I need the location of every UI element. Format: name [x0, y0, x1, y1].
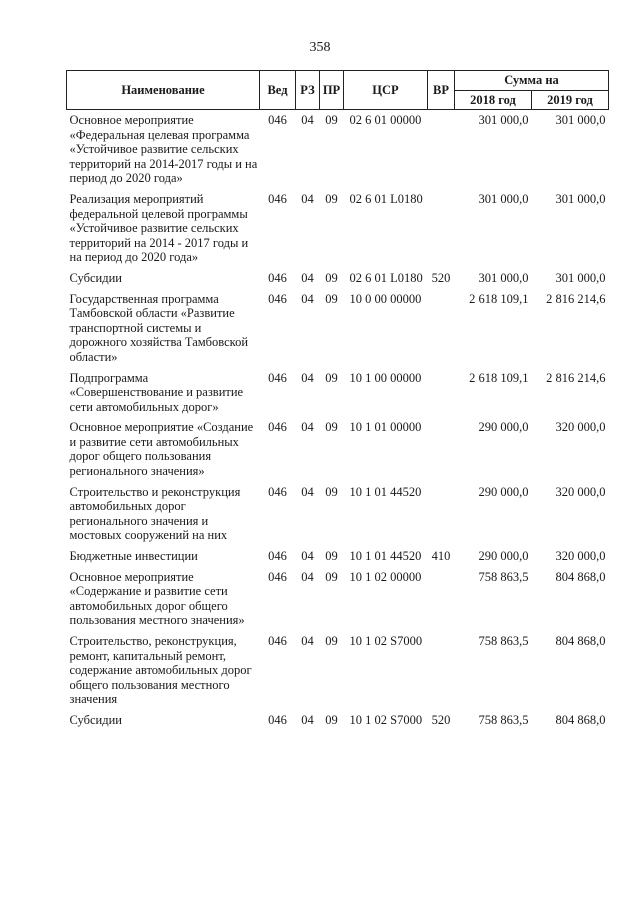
row-amount-2019: 320 000,0 [555, 420, 606, 435]
row-ved: 046 [268, 634, 287, 648]
row-vr [428, 368, 455, 418]
row-ved: 046 [268, 420, 287, 435]
row-rz: 04 [301, 712, 314, 727]
table-row [67, 368, 609, 418]
table-row [67, 546, 609, 567]
row-vr [428, 567, 455, 631]
row-name: Подпрограмма «Совершенствование и развитие сети автомобильных дорог» [69, 370, 244, 414]
row-csr: 10 1 01 44520 [349, 484, 422, 499]
row-csr: 10 1 01 00000 [349, 420, 422, 435]
row-name: Субсидии [69, 270, 122, 285]
row-amount-2019: 804 868,0 [555, 569, 606, 584]
table-row [67, 289, 609, 368]
table-row [67, 110, 609, 189]
row-pr: 09 [325, 113, 338, 127]
row-amount-2019: 320 000,0 [555, 549, 606, 564]
row-rz: 04 [301, 270, 314, 285]
row-pr: 09 [325, 549, 338, 564]
table-row [67, 710, 609, 731]
row-name: Реализация мероприятий федеральной целевой программы «Устойчивое развитие сельских территорий на 2014 - 2017 годы и на период до 2020 года» [69, 191, 249, 265]
row-rz: 04 [301, 370, 314, 385]
row-csr: 02 6 01 L0180 [349, 191, 423, 206]
table-row [67, 482, 609, 546]
row-name: Субсидии [69, 712, 122, 727]
row-csr: 10 0 00 00000 [349, 291, 422, 306]
row-csr: 02 6 01 L0180 [349, 270, 423, 285]
row-ved: 046 [268, 270, 287, 285]
row-pr: 09 [325, 712, 338, 727]
row-pr: 09 [325, 634, 338, 648]
table-body [67, 110, 609, 731]
row-vr: 520 [431, 270, 451, 285]
header-sum-on: Сумма на [455, 71, 609, 91]
row-rz: 04 [301, 569, 314, 584]
row-csr: 10 1 02 00000 [349, 569, 422, 584]
row-vr [428, 110, 455, 189]
row-pr: 09 [325, 291, 338, 306]
row-amount-2018: 301 000,0 [478, 191, 529, 206]
row-name: Государственная программа Тамбовской области «Развитие транспортной системы и дорожного хозяйства Тамбовской области» [69, 291, 249, 364]
row-name: Бюджетные инвестиции [69, 549, 198, 564]
row-vr: 520 [431, 712, 451, 727]
row-amount-2019: 301 000,0 [555, 191, 606, 206]
row-ved: 046 [268, 484, 287, 499]
row-pr: 09 [325, 484, 338, 499]
row-amount-2019: 301 000,0 [555, 113, 606, 127]
row-ved: 046 [268, 549, 287, 564]
row-amount-2018: 290 000,0 [478, 484, 529, 499]
table-row [67, 631, 609, 710]
row-name: Основное мероприятие «Федеральная целевая программа «Устойчивое развитие сельских территорий на 2014-2017 годы и на период до 2020 года» [69, 113, 258, 186]
row-name: Основное мероприятие «Создание и развитие сети автомобильных дорог общего пользования регионального значения» [69, 420, 254, 479]
row-rz: 04 [301, 420, 314, 435]
row-amount-2018: 2 618 109,1 [469, 370, 529, 385]
row-vr [428, 417, 455, 481]
table-row [67, 189, 609, 268]
header-name: Наименование [67, 71, 260, 110]
row-rz: 04 [301, 291, 314, 306]
row-rz: 04 [301, 191, 314, 206]
row-csr: 10 1 01 44520 [349, 549, 422, 564]
row-amount-2019: 320 000,0 [555, 484, 606, 499]
header-ved: Вед [260, 71, 296, 110]
row-rz: 04 [301, 484, 314, 499]
row-ved: 046 [268, 569, 287, 584]
header-csr: ЦСР [344, 71, 428, 110]
row-ved: 046 [268, 191, 287, 206]
row-amount-2018: 301 000,0 [478, 113, 529, 127]
table-row [67, 268, 609, 289]
row-amount-2018: 758 863,5 [478, 569, 529, 584]
row-amount-2018: 290 000,0 [478, 420, 529, 435]
row-name: Строительство и реконструкция автомобильных дорог регионального значения и мостовых сооружений на них [69, 484, 241, 543]
header-vr: ВР [428, 71, 455, 110]
row-rz: 04 [301, 113, 314, 127]
row-name: Основное мероприятие «Содержание и развитие сети автомобильных дорог общего пользования местного значения» [69, 569, 245, 628]
row-amount-2018: 290 000,0 [478, 549, 529, 564]
header-year-2019: 2019 год [532, 91, 609, 110]
row-pr: 09 [325, 569, 338, 584]
row-amount-2019: 2 816 214,6 [546, 291, 606, 306]
header-rz: РЗ [296, 71, 320, 110]
row-rz: 04 [301, 634, 314, 648]
row-ved: 046 [268, 291, 287, 306]
row-csr: 10 1 02 S7000 [349, 712, 423, 727]
row-csr: 02 6 01 00000 [349, 113, 422, 127]
table-header [67, 71, 609, 110]
row-ved: 046 [268, 712, 287, 727]
table-row [67, 567, 609, 631]
page-number: 358 [309, 40, 331, 55]
row-amount-2019: 301 000,0 [555, 270, 606, 285]
row-vr [428, 289, 455, 368]
row-csr: 10 1 02 S7000 [349, 634, 423, 648]
header-year-2018: 2018 год [455, 91, 532, 110]
row-rz: 04 [301, 549, 314, 564]
row-vr [428, 189, 455, 268]
row-name: Строительство, реконструкция, ремонт, капитальный ремонт, содержание автомобильных дорог общего пользования местного значения [69, 634, 252, 707]
row-amount-2018: 758 863,5 [478, 712, 529, 727]
row-vr: 410 [431, 549, 451, 564]
budget-table [66, 70, 609, 731]
header-pr: ПР [320, 71, 344, 110]
row-pr: 09 [325, 191, 338, 206]
row-vr [428, 482, 455, 546]
row-pr: 09 [325, 370, 338, 385]
row-ved: 046 [268, 113, 287, 127]
row-amount-2018: 758 863,5 [478, 634, 529, 648]
row-pr: 09 [325, 270, 338, 285]
table-row [67, 417, 609, 481]
row-amount-2019: 2 816 214,6 [546, 370, 606, 385]
row-amount-2019: 804 868,0 [555, 634, 606, 648]
row-ved: 046 [268, 370, 287, 385]
row-pr: 09 [325, 420, 338, 435]
row-csr: 10 1 00 00000 [349, 370, 422, 385]
row-amount-2018: 2 618 109,1 [469, 291, 529, 306]
row-amount-2019: 804 868,0 [555, 712, 606, 727]
row-amount-2018: 301 000,0 [478, 270, 529, 285]
row-vr [428, 631, 455, 710]
